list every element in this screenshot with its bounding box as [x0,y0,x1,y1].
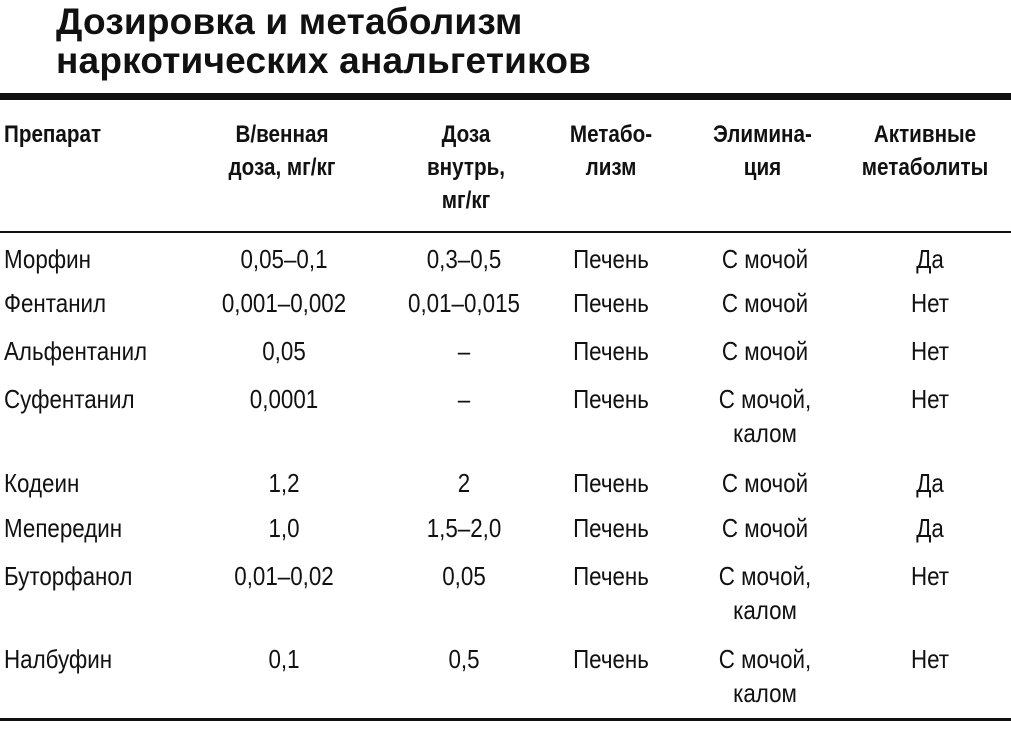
cell-iv-dose: 0,1 [268,644,300,674]
cell-iv-dose: 0,01–0,02 [234,561,334,591]
cell-oral-dose: 0,01–0,015 [408,288,520,318]
cell-metabolism: Печень [573,468,649,498]
cell-active-metabolites: Нет [910,644,950,674]
cell-oral-dose: 1,5–2,0 [426,513,502,543]
cell-drug: Фентанил [4,288,107,318]
cell-drug: Кодеин [4,468,80,498]
top-rule [0,93,1011,100]
cell-iv-dose: 1,2 [268,468,300,498]
cell-active-metabolites: Нет [910,561,950,591]
cell-active-metabolites: Да [916,468,944,498]
cell-metabolism: Печень [573,244,649,274]
cell-drug: Альфентанил [4,336,148,366]
header-active-metabolites: Активные метаболиты [861,121,989,181]
cell-iv-dose: 0,05 [262,336,306,366]
cell-elimination: С мочой, калом [718,384,812,448]
cell-active-metabolites: Нет [910,288,950,318]
cell-elimination: С мочой, калом [718,644,812,708]
cell-metabolism: Печень [573,561,649,591]
table-title [56,2,591,80]
cell-active-metabolites: Нет [910,336,950,366]
cell-elimination: С мочой [721,468,809,498]
cell-oral-dose: – [457,336,471,366]
cell-oral-dose: – [457,384,471,414]
cell-active-metabolites: Нет [910,384,950,414]
cell-elimination: С мочой [721,244,809,274]
cell-oral-dose: 0,5 [448,644,480,674]
cell-metabolism: Печень [573,288,649,318]
cell-drug: Суфентанил [4,384,135,414]
cell-drug: Мепередин [4,513,123,543]
cell-oral-dose: 0,05 [442,561,486,591]
cell-metabolism: Печень [573,513,649,543]
cell-iv-dose: 0,0001 [249,384,319,414]
cell-metabolism: Печень [573,384,649,414]
title-line-1: Дозировка и метаболизм [56,1,523,42]
cell-iv-dose: 0,05–0,1 [240,244,328,274]
bottom-rule [0,718,1011,721]
cell-elimination: С мочой, калом [718,561,812,625]
cell-active-metabolites: Да [916,513,944,543]
cell-oral-dose: 0,3–0,5 [426,244,502,274]
cell-drug: Морфин [4,244,91,274]
cell-elimination: С мочой [721,336,809,366]
cell-metabolism: Печень [573,336,649,366]
header-rule [0,231,1011,233]
header-elimination: Элимина- ция [713,121,812,181]
cell-oral-dose: 2 [457,468,471,498]
cell-elimination: С мочой [721,288,809,318]
cell-iv-dose: 0,001–0,002 [221,288,347,318]
header-metabolism: Метабо- лизм [569,121,653,181]
header-oral-dose: Доза внутрь, мг/кг [426,121,506,214]
cell-metabolism: Печень [573,644,649,674]
title-line-2: наркотических анальгетиков [56,40,592,81]
cell-active-metabolites: Да [916,244,944,274]
header-iv-dose: В/венная доза, мг/кг [228,121,336,181]
cell-drug: Буторфанол [4,561,133,591]
cell-iv-dose: 1,0 [268,513,300,543]
cell-elimination: С мочой [721,513,809,543]
header-drug: Препарат [4,121,102,148]
cell-drug: Налбуфин [4,644,113,674]
